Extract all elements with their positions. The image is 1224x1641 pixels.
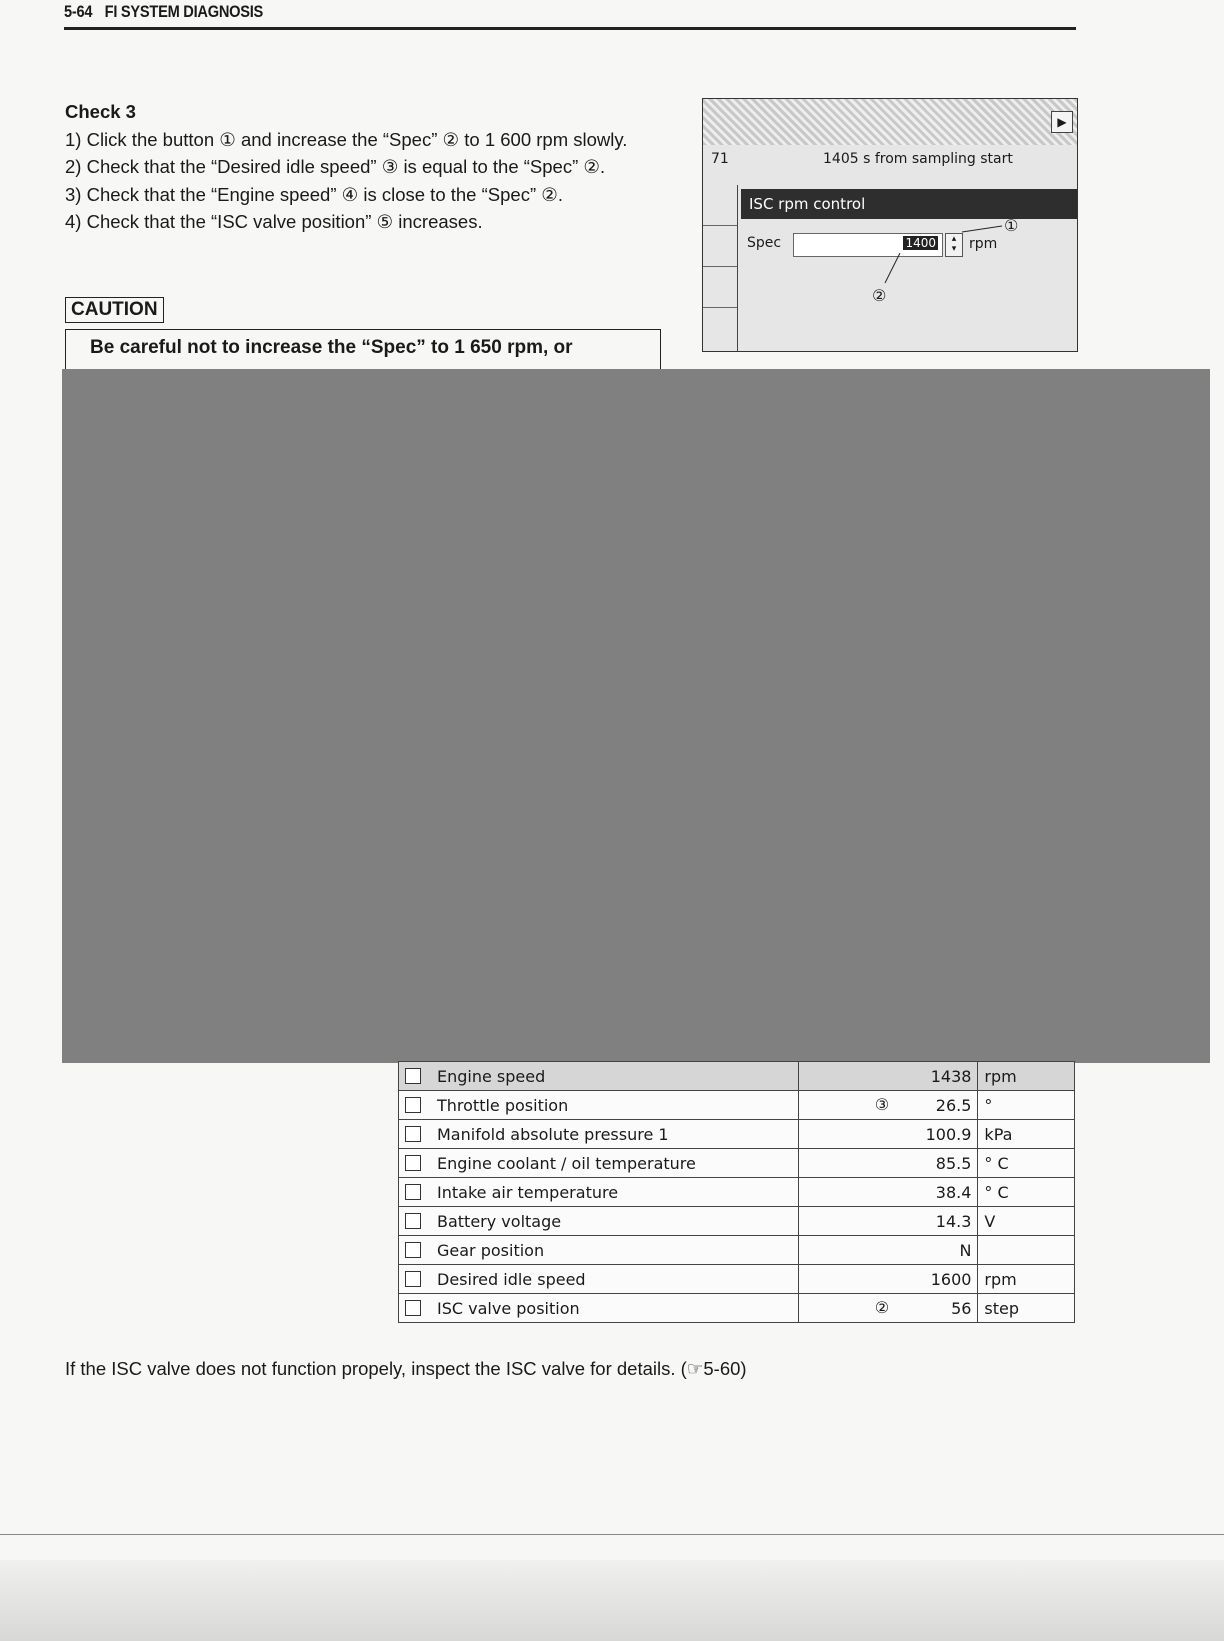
row-checkbox[interactable] <box>405 1184 421 1200</box>
parameter-table <box>398 1061 1075 1323</box>
callout-1: ① <box>1004 216 1019 235</box>
row-checkbox[interactable] <box>405 1300 421 1316</box>
callout-2-table: ② <box>874 1298 890 1317</box>
table-row <box>399 1207 1075 1236</box>
table-row <box>399 1149 1075 1178</box>
param-unit: rpm <box>978 1265 1075 1294</box>
param-name: Engine speed <box>437 1066 546 1086</box>
spec-label: Spec <box>747 235 782 251</box>
spec-spinner-button[interactable]: ▴ ▾ <box>945 233 963 257</box>
param-name: Engine coolant / oil temperature <box>437 1153 696 1173</box>
param-unit: ° <box>978 1091 1075 1120</box>
param-name: Intake air temperature <box>437 1182 619 1202</box>
param-value: 56 <box>951 1298 972 1318</box>
row-checkbox[interactable] <box>405 1213 421 1229</box>
row-checkbox[interactable] <box>405 1271 421 1287</box>
row-checkbox[interactable] <box>405 1155 421 1171</box>
param-value: 85.5 <box>935 1153 972 1173</box>
step-1: 1) Click the button ① and increase the “Spec” ② to 1 600 rpm slowly. <box>65 128 628 150</box>
param-unit: ° C <box>978 1149 1075 1178</box>
param-unit: V <box>978 1207 1075 1236</box>
page-bottom-shade <box>0 1560 1224 1641</box>
param-name: Battery voltage <box>437 1211 562 1231</box>
page-number: 5-64 <box>64 2 93 21</box>
sample-number: 71 <box>711 151 729 167</box>
spec-value: 1400 <box>905 236 936 250</box>
table-row <box>399 1062 1075 1091</box>
param-value: 14.3 <box>935 1211 972 1231</box>
param-name: Gear position <box>437 1240 545 1260</box>
param-unit: step <box>978 1294 1075 1323</box>
callout-3: ③ <box>874 1095 890 1114</box>
table-row <box>399 1091 1075 1120</box>
spec-unit: rpm <box>969 236 998 252</box>
row-checkbox[interactable] <box>405 1242 421 1258</box>
row-checkbox[interactable] <box>405 1068 421 1084</box>
table-row <box>399 1294 1075 1323</box>
footer-note: If the ISC valve does not function propely, inspect the ISC valve for details. (☞5-60) <box>65 1358 747 1379</box>
sampling-time: 1405 s from sampling start <box>823 151 1013 167</box>
callout-2: ② <box>872 286 887 305</box>
table-row <box>399 1265 1075 1294</box>
caution-text: Be careful not to increase the “Spec” to 1 650 rpm, or <box>65 329 661 369</box>
section-title: FI SYSTEM DIAGNOSIS <box>104 2 264 21</box>
scroll-right-icon[interactable]: ▶ <box>1051 111 1073 133</box>
param-name: Throttle position <box>437 1095 569 1115</box>
table-row <box>399 1120 1075 1149</box>
param-name: Desired idle speed <box>437 1269 586 1289</box>
callout-lines <box>0 0 1224 360</box>
param-unit <box>978 1236 1075 1265</box>
row-checkbox[interactable] <box>405 1126 421 1142</box>
isc-rpm-control-header: ISC rpm control <box>741 189 1077 219</box>
param-value: 38.4 <box>935 1182 972 1202</box>
table-row <box>399 1236 1075 1265</box>
param-unit: ° C <box>978 1178 1075 1207</box>
param-value: 100.9 <box>925 1124 972 1144</box>
caution-label: CAUTION <box>65 297 164 323</box>
step-4: 4) Check that the “ISC valve position” ⑤ increases. <box>65 211 483 232</box>
bottom-divider <box>0 1534 1224 1535</box>
step-3: 3) Check that the “Engine speed” ④ is close to the “Spec” ②. <box>65 183 563 205</box>
param-value: 1600 <box>930 1269 972 1289</box>
param-unit: rpm <box>978 1062 1075 1091</box>
param-unit: kPa <box>978 1120 1075 1149</box>
step-2: 2) Check that the “Desired idle speed” ③ is equal to the “Spec” ②. <box>65 156 606 177</box>
row-checkbox[interactable] <box>405 1097 421 1113</box>
param-name: ISC valve position <box>437 1298 580 1318</box>
param-value: 26.5 <box>935 1095 972 1115</box>
param-value: 1438 <box>930 1066 972 1086</box>
redacted-area <box>62 369 1210 1063</box>
table-row <box>399 1178 1075 1207</box>
check-title: Check 3 <box>65 101 136 122</box>
param-name: Manifold absolute pressure 1 <box>437 1124 669 1144</box>
param-value: N <box>959 1240 972 1260</box>
